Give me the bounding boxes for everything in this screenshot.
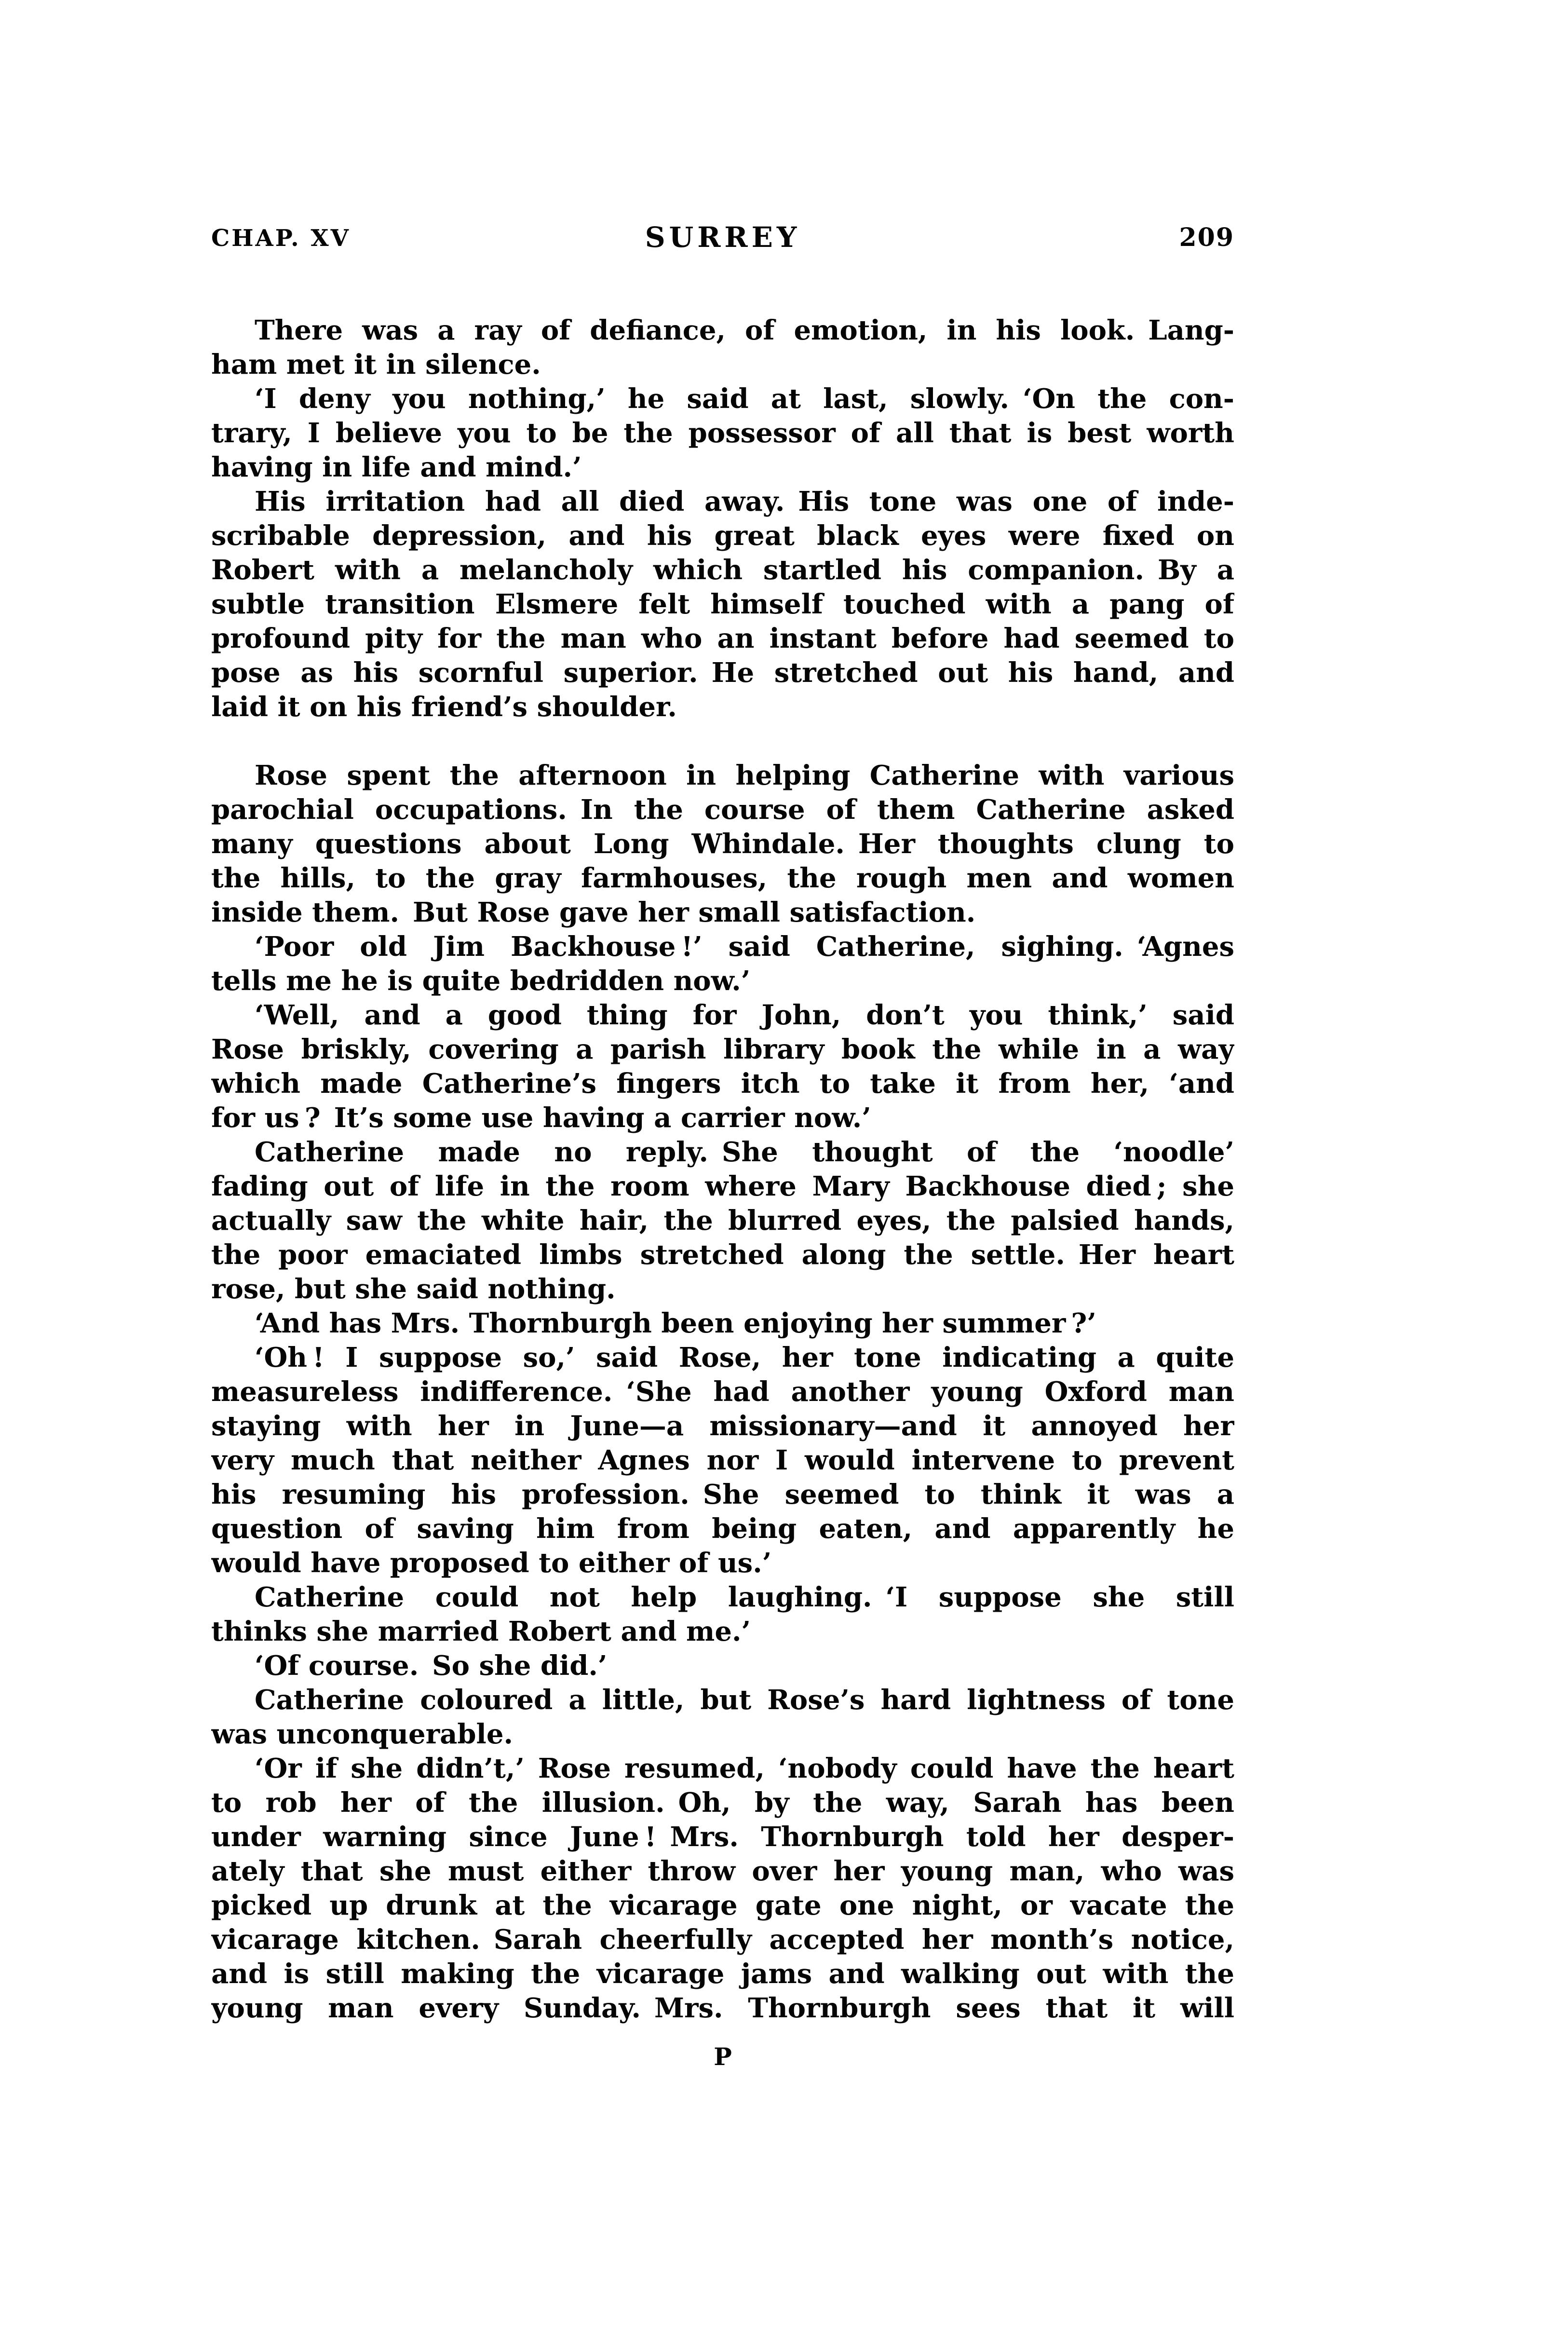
text-line: very much that neither Agnes nor I would intervene to prevent bbox=[211, 1444, 1234, 1476]
paragraph bbox=[211, 1135, 1234, 1306]
text-line: the poor emaciated limbs stretched along the settle. Her heart bbox=[211, 1239, 1234, 1271]
text-line: which made Catherine’s fingers itch to take it from her, ‘and bbox=[211, 1068, 1234, 1100]
text-line: ‘Of course. So she did.’ bbox=[255, 1650, 608, 1682]
running-head bbox=[211, 221, 1234, 255]
paragraph bbox=[211, 1752, 1234, 2026]
text-line: laid it on his friend’s shoulder. bbox=[211, 691, 677, 723]
text-line: subtle transition Elsmere felt himself touched with a pang of bbox=[211, 588, 1234, 620]
text-line: young man every Sunday. Mrs. Thornburgh sees that it will bbox=[211, 1992, 1234, 2024]
paragraph bbox=[211, 930, 1234, 998]
paragraph bbox=[211, 485, 1234, 724]
text-line: vicarage kitchen. Sarah cheerfully accepted her month’s notice, bbox=[211, 1924, 1234, 1956]
paragraph bbox=[211, 759, 1234, 930]
paragraph bbox=[211, 382, 1234, 485]
text-line: tells me he is quite bedridden now.’ bbox=[211, 965, 751, 997]
text-line: actually saw the white hair, the blurred eyes, the palsied hands, bbox=[211, 1205, 1234, 1237]
text-line: ‘I deny you nothing,’ he said at last, slowly. ‘On the con- bbox=[255, 383, 1234, 415]
text-block bbox=[211, 313, 1234, 2026]
text-line: measureless indifference. ‘She had another young Oxford man bbox=[211, 1376, 1234, 1408]
paragraph bbox=[211, 1649, 1234, 1683]
text-line: having in life and mind.’ bbox=[211, 451, 582, 483]
paragraph bbox=[211, 313, 1234, 382]
text-line: ‘Oh ! I suppose so,’ said Rose, her tone indicating a quite bbox=[255, 1342, 1234, 1373]
text-line: trary, I believe you to be the possessor of all that is best worth bbox=[211, 417, 1234, 449]
paragraph bbox=[211, 1580, 1234, 1649]
text-line: the hills, to the gray farmhouses, the rough men and women bbox=[211, 862, 1234, 894]
text-line: to rob her of the illusion. Oh, by the way, Sarah has been bbox=[211, 1787, 1234, 1819]
page-number: 209 bbox=[1179, 223, 1234, 252]
text-line: ‘And has Mrs. Thornburgh been enjoying her summer ?’ bbox=[255, 1307, 1096, 1339]
paragraph bbox=[211, 1306, 1234, 1341]
text-line: staying with her in June—a missionary—and it annoyed her bbox=[211, 1410, 1234, 1442]
text-line: and is still making the vicarage jams and walking out with the bbox=[211, 1958, 1234, 1990]
text-line: ‘Or if she didn’t,’ Rose resumed, ‘nobody could have the heart bbox=[255, 1753, 1234, 1784]
text-line: inside them. But Rose gave her small satisfaction. bbox=[211, 897, 976, 928]
text-line: would have proposed to either of us.’ bbox=[211, 1547, 772, 1579]
chapter-label: CHAP. XV bbox=[211, 225, 351, 252]
text-line: parochial occupations. In the course of them Catherine asked bbox=[211, 794, 1234, 826]
text-line: fading out of life in the room where Mary Backhouse died ; she bbox=[211, 1170, 1234, 1202]
text-line: Robert with a melancholy which startled his companion. By a bbox=[211, 554, 1234, 586]
text-line: ham met it in silence. bbox=[211, 349, 541, 381]
text-line: for us ? It’s some use having a carrier now.’ bbox=[211, 1102, 871, 1134]
text-line: His irritation had all died away. His tone was one of inde- bbox=[255, 486, 1234, 517]
paragraph bbox=[211, 998, 1234, 1135]
text-line: question of saving him from being eaten, and apparently he bbox=[211, 1513, 1234, 1545]
text-line: ‘Poor old Jim Backhouse !’ said Catherine, sighing. ‘Agnes bbox=[255, 931, 1234, 963]
text-line: Catherine coloured a little, but Rose’s hard lightness of tone bbox=[255, 1684, 1234, 1716]
text-line: was unconquerable. bbox=[211, 1718, 513, 1750]
text-line: Rose briskly, covering a parish library book the while in a way bbox=[211, 1033, 1234, 1065]
running-title: SURREY bbox=[645, 221, 801, 254]
text-line: Rose spent the afternoon in helping Catherine with various bbox=[255, 760, 1234, 791]
text-line: his resuming his profession. She seemed to think it was a bbox=[211, 1479, 1234, 1510]
paragraph bbox=[211, 1341, 1234, 1580]
text-line: scribable depression, and his great black eyes were fixed on bbox=[211, 520, 1234, 552]
text-line: picked up drunk at the vicarage gate one night, or vacate the bbox=[211, 1890, 1234, 1921]
text-line: rose, but she said nothing. bbox=[211, 1273, 616, 1305]
text-line: thinks she married Robert and me.’ bbox=[211, 1616, 751, 1647]
text-line: ately that she must either throw over her young man, who was bbox=[211, 1855, 1234, 1887]
text-line: Catherine made no reply. She thought of the ‘noodle’ bbox=[255, 1136, 1234, 1168]
text-line: pose as his scornful superior. He stretched out his hand, and bbox=[211, 657, 1234, 689]
text-line: ‘Well, and a good thing for John, don’t you think,’ said bbox=[255, 999, 1234, 1031]
paragraph bbox=[211, 1683, 1234, 1752]
text-line: many questions about Long Whindale. Her thoughts clung to bbox=[211, 828, 1234, 860]
text-line: profound pity for the man who an instant before had seemed to bbox=[211, 623, 1234, 654]
text-line: There was a ray of defiance, of emotion, in his look. Lang- bbox=[255, 314, 1234, 346]
printer-signature-mark: P bbox=[714, 2042, 732, 2071]
text-line: Catherine could not help laughing. ‘I suppose she still bbox=[255, 1581, 1234, 1613]
text-line: under warning since June ! Mrs. Thornburgh told her desper- bbox=[211, 1821, 1234, 1853]
